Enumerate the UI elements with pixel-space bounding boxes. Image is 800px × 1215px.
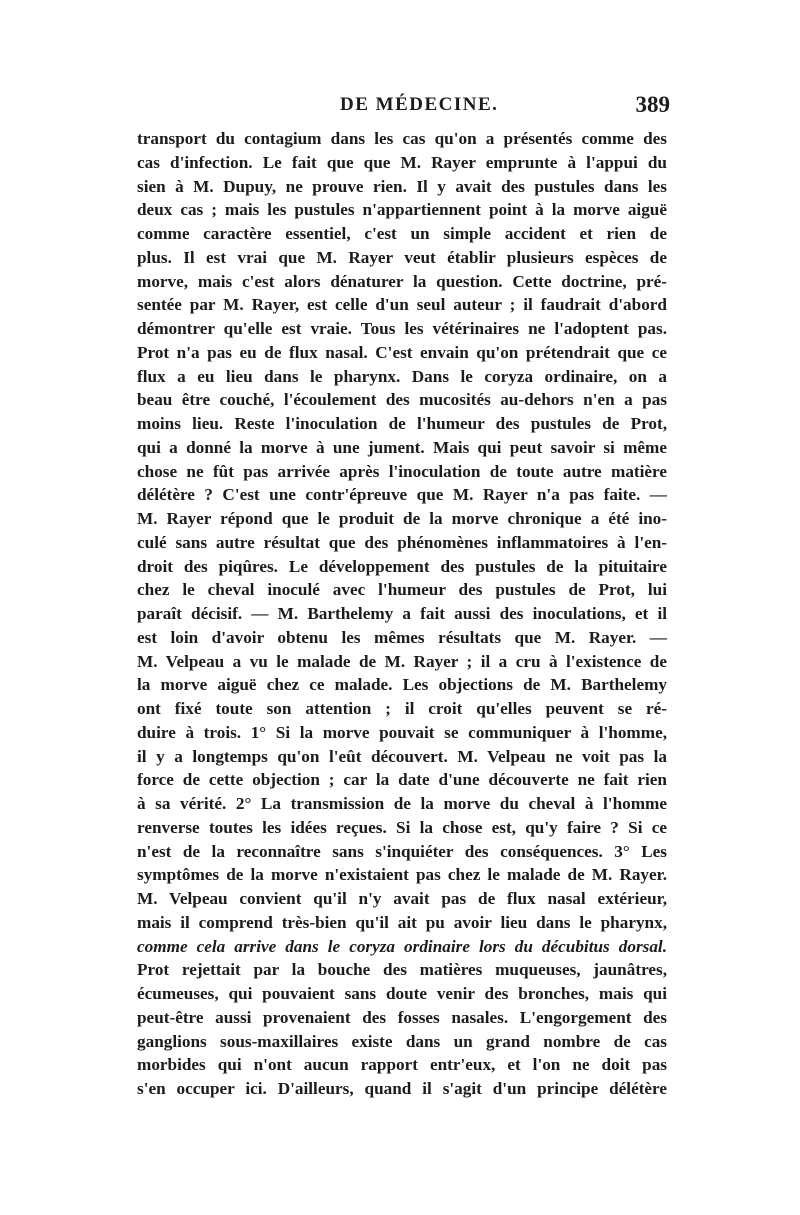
text-line: à sa vérité. 2° La transmission de la morve du cheval à l'homme	[137, 794, 667, 813]
text-line: sentée par M. Rayer, est celle d'un seul auteur ; il faudrait d'abord	[137, 295, 667, 315]
text-line: morve, mais c'est alors dénaturer la question. Cette doctrine, pré-	[137, 271, 667, 291]
running-header	[100, 92, 680, 128]
text-line: symptômes de la morve n'existaient pas chez le malade de M. Rayer.	[137, 865, 667, 885]
text-line: renverse toutes les idées reçues. Si la chose est, qu'y faire ? Si ce	[137, 817, 667, 837]
running-title: DE MÉDECINE.	[340, 94, 499, 115]
text-line: ganglions sous-maxillaires existe dans un grand nombre de cas	[137, 1031, 667, 1051]
text-line: n'est de la reconnaître sans s'inquiéter des conséquences. 3° Les	[137, 841, 667, 861]
text-line: duire à trois. 1° Si la morve pouvait se communiquer à l'homme,	[137, 722, 667, 742]
text-line: morbides qui n'ont aucun rapport entr'eux, et l'on ne doit pas	[137, 1055, 667, 1075]
text-line: deux cas ; mais les pustules n'appartiennent point à la morve aiguë	[137, 200, 667, 220]
text-line: transport du contagium dans les cas qu'on a présentés comme des	[137, 129, 667, 148]
text-line: démontrer qu'elle est vraie. Tous les vétérinaires ne l'adoptent pas.	[137, 319, 667, 338]
text-line: écumeuses, qui pouvaient sans doute venir des bronches, mais qui	[137, 984, 667, 1003]
text-line: droit des piqûres. Le développement des pustules de la pituitaire	[137, 556, 667, 576]
text-line: mais il comprend très-bien qu'il ait pu avoir lieu dans le pharynx,	[137, 912, 667, 932]
text-line: moins lieu. Reste l'inoculation de l'humeur des pustules de Prot,	[137, 414, 667, 433]
text-line: qui a donné la morve à une jument. Mais qui peut savoir si même	[137, 437, 667, 457]
text-line: s'en occuper ici. D'ailleurs, quand il s'agit d'un principe délétère	[137, 1079, 667, 1098]
text-line: flux a eu lieu dans le pharynx. Dans le coryza ordinaire, on a	[137, 366, 667, 386]
text-line: M. Rayer répond que le produit de la morve chronique a été ino-	[137, 509, 667, 528]
text-line: Prot rejettait par la bouche des matières muqueuses, jaunâtres,	[137, 960, 667, 980]
text-line: beau être couché, l'écoulement des mucosités au-dehors n'en a pas	[137, 390, 667, 410]
text-line: comme caractère essentiel, c'est un simple accident et rien de	[137, 224, 667, 243]
text-line: Prot n'a pas eu de flux nasal. C'est envain qu'on prétendrait que ce	[137, 342, 667, 362]
text-line: peut-être aussi provenaient des fosses nasales. L'engorgement des	[137, 1007, 667, 1027]
text-line: la morve aiguë chez ce malade. Les objections de M. Barthelemy	[137, 675, 667, 695]
text-line: force de cette objection ; car la date d'une découverte ne fait rien	[137, 770, 667, 790]
text-line: cas d'infection. Le fait que que M. Rayer emprunte à l'appui du	[137, 152, 667, 172]
body-text	[137, 127, 667, 1101]
text-line: comme cela arrive dans le coryza ordinaire lors du décubitus dorsal.	[137, 936, 667, 956]
text-line: ont fixé toute son attention ; il croit qu'elles peuvent se ré-	[137, 699, 667, 718]
text-line: chez le cheval inoculé avec l'humeur des pustules de Prot, lui	[137, 580, 667, 600]
text-line: plus. Il est vrai que M. Rayer veut établir plusieurs espèces de	[137, 247, 667, 267]
text-line: il y a longtemps qu'on l'eût découvert. M. Velpeau ne voit pas la	[137, 746, 667, 766]
text-line: M. Velpeau a vu le malade de M. Rayer ; il a cru à l'existence de	[137, 651, 667, 671]
text-line: sien à M. Dupuy, ne prouve rien. Il y avait des pustules dans les	[137, 176, 667, 196]
text-line: chose ne fût pas arrivée après l'inoculation de toute autre matière	[137, 461, 667, 481]
text-line: M. Velpeau convient qu'il n'y avait pas de flux nasal extérieur,	[137, 889, 667, 908]
text-line: délétère ? C'est une contr'épreuve que M. Rayer n'a pas faite. —	[137, 485, 667, 505]
text-line: culé sans autre résultat que des phénomènes inflammatoires à l'en-	[137, 532, 667, 552]
text-line: est loin d'avoir obtenu les mêmes résultats que M. Rayer. —	[137, 627, 667, 647]
page-number: 389	[635, 92, 670, 117]
text-line: paraît décisif. — M. Barthelemy a fait aussi des inoculations, et il	[137, 604, 667, 623]
